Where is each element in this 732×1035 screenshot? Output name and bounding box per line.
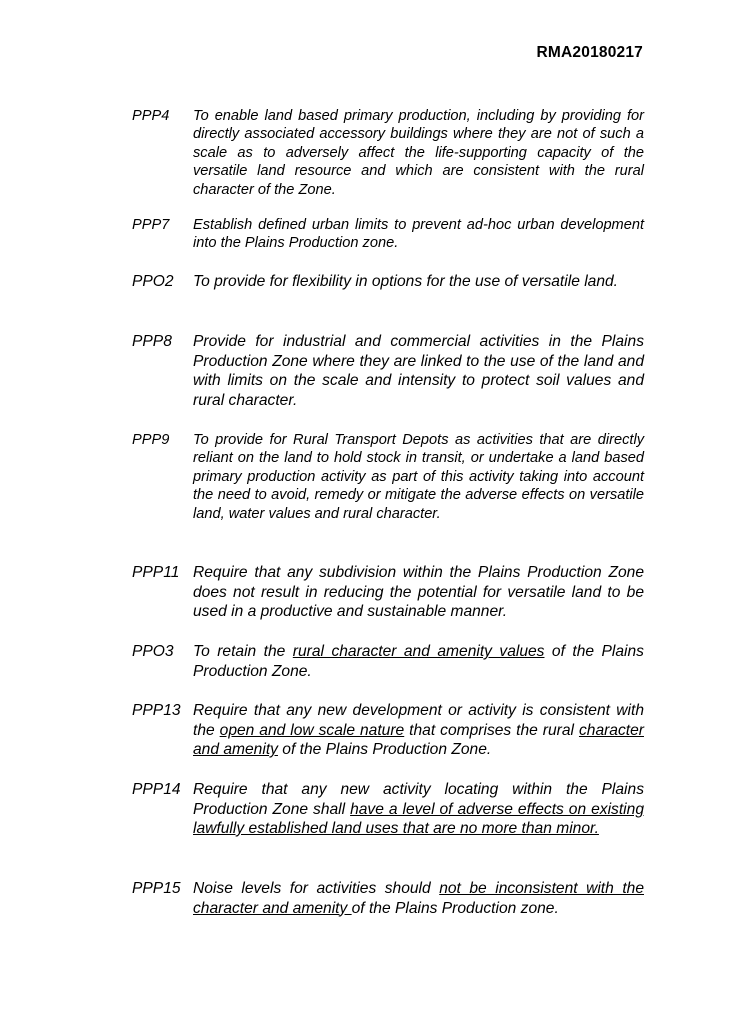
policy-entry (132, 701, 644, 760)
policy-code: PPO2 (132, 273, 174, 290)
policy-entry (132, 216, 644, 253)
policy-entry (132, 332, 644, 410)
underlined-text: have a level of adverse effects on existing lawfully established land uses that are no more than minor. (193, 800, 644, 837)
policy-text: Require that any new activity locating within the Plains Production Zone shall have a level of adverse effects on existing lawfully established land uses that are no more than minor. (193, 781, 644, 837)
policy-code: PPP7 (132, 217, 170, 233)
policy-text: To enable land based primary production, including by providing for directly associated accessory buildings where they are not of such a scale as to adversely affect the life-supporting capacity of the versatile land resource and which are consistent with the rural character of the Zone. (193, 108, 644, 198)
policy-code: PPP9 (132, 432, 170, 448)
policy-entry (132, 879, 644, 918)
policy-entry (132, 272, 644, 292)
policy-text: Require that any subdivision within the Plains Production Zone does not result in reducing the potential for versatile land to be used in a productive and sustainable manner. (193, 564, 644, 620)
policy-text: Establish defined urban limits to prevent ad-hoc urban development into the Plains Production zone. (193, 217, 644, 252)
document-reference: RMA20180217 (536, 44, 643, 61)
policy-text: To retain the rural character and amenity values of the Plains Production Zone. (193, 643, 644, 680)
policy-entry (132, 431, 644, 523)
underlined-text: not be inconsistent with the character and amenity (193, 880, 644, 917)
policy-code: PPP11 (132, 564, 180, 581)
policy-code: PPP13 (132, 702, 181, 719)
policy-text: To provide for Rural Transport Depots as activities that are directly reliant on the land to hold stock in transit, or undertake a land based primary production activity as part of this activity taking into account the need to avoid, remedy or mitigate the adverse effects on versatile land, water values and rural character. (193, 432, 644, 522)
policy-text: To provide for flexibility in options for the use of versatile land. (193, 273, 619, 290)
policy-code: PPP4 (132, 108, 170, 124)
underlined-text: character and amenity (193, 721, 644, 758)
policy-entry (132, 107, 644, 199)
underlined-text: rural character and amenity values (292, 643, 545, 660)
policy-code: PPP14 (132, 781, 181, 798)
policy-code: PPO3 (132, 643, 174, 660)
policy-code: PPP15 (132, 880, 181, 897)
policy-entry (132, 642, 644, 681)
underlined-text: open and low scale nature (219, 721, 405, 739)
policy-text: Require that any new development or activity is consistent with the open and low scale nature that comprises the rural character and amenity of the Plains Production Zone. (193, 702, 644, 758)
policy-text: Noise levels for activities should not be inconsistent with the character and amenity of the Plains Production zone. (193, 880, 644, 917)
policy-code: PPP8 (132, 333, 172, 350)
policy-entry (132, 563, 644, 622)
policy-text: Provide for industrial and commercial activities in the Plains Production Zone where they are linked to the use of the land and with limits on the scale and intensity to protect soil values and rural character. (193, 333, 644, 409)
policy-entry (132, 780, 644, 839)
